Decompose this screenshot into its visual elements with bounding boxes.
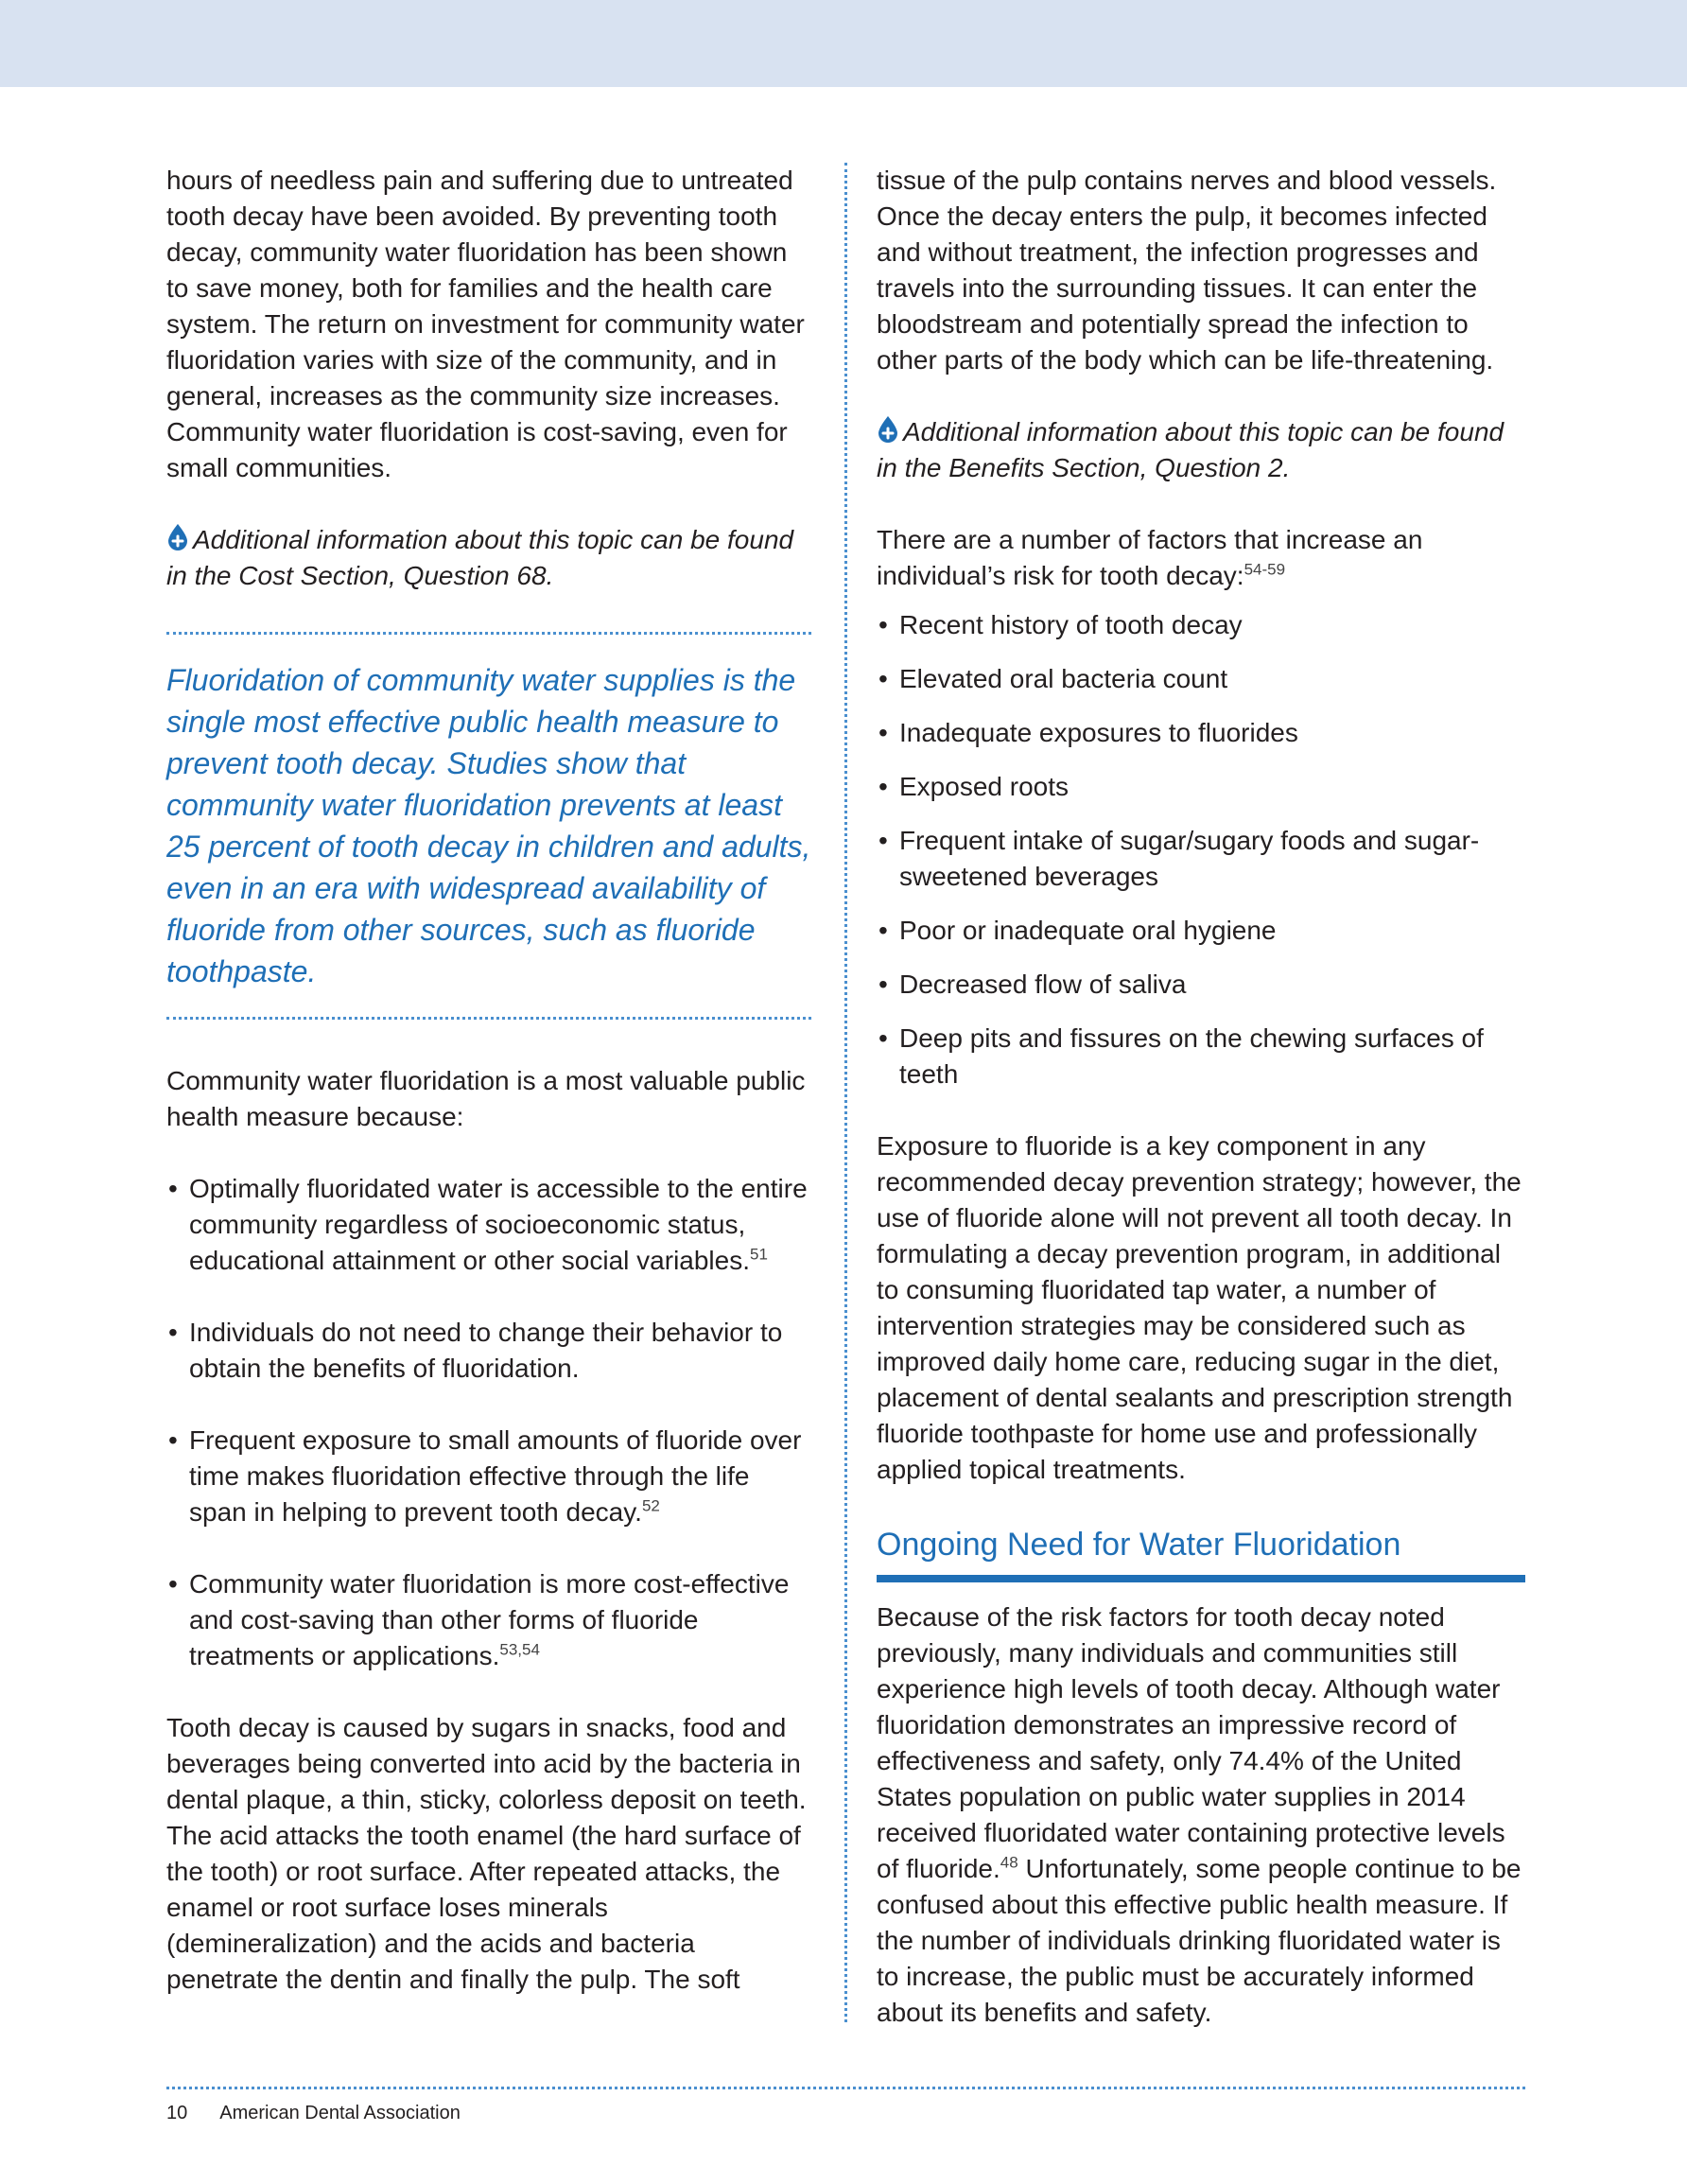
top-header-band bbox=[0, 0, 1687, 87]
list-item: • Inadequate exposures to fluorides bbox=[877, 715, 1525, 751]
list-item: • Poor or inadequate oral hygiene bbox=[877, 913, 1525, 949]
body-paragraph: There are a number of factors that increase an individual’s risk for tooth decay:$^{54-59}$ bbox=[877, 525, 1423, 590]
publisher-name: American Dental Association bbox=[219, 2103, 461, 2123]
list-item: • Deep pits and fissures on the chewing surfaces of teeth bbox=[877, 1021, 1525, 1092]
list-item: • Recent history of tooth decay bbox=[877, 607, 1525, 643]
pull-quote bbox=[166, 632, 811, 1020]
body-paragraph: Community water fluoridation is a most valuable public health measure because: bbox=[166, 1066, 806, 1131]
right-column bbox=[877, 163, 1525, 2031]
additional-info-note bbox=[877, 414, 1525, 486]
benefits-list bbox=[166, 1171, 811, 1674]
footnote-ref: 51 bbox=[750, 1245, 768, 1264]
info-drop-icon bbox=[166, 523, 189, 551]
list-item: • Frequent exposure to small amounts of fluoride over time makes fluoridation effective through the life span in helping to prevent tooth decay.$^{52}$ bbox=[166, 1423, 811, 1530]
body-paragraph: hours of needless pain and suffering due to untreated tooth decay have been avoided. By preventing tooth decay, community water fluoridation has been shown to save money, both for families and the health care system. The return on investment for community water fluoridation varies with size of the community, and in general, increases as the community size increases. Community water fluoridation is cost-saving, even for small communities. bbox=[166, 166, 805, 482]
footnote-ref: 54-59 bbox=[1244, 560, 1286, 579]
page-number: 10 bbox=[166, 2103, 188, 2123]
page-footer bbox=[166, 2100, 461, 2126]
footer-divider bbox=[166, 2087, 1525, 2089]
left-column bbox=[166, 163, 811, 1998]
body-paragraph: Because of the risk factors for tooth decay noted previously, many individuals and communities still experience high levels of tooth decay. Although water fluoridation demonstrates an impressive record of effectiveness and safety, only 74.4% of the United States population on public water supplies in 2014 received fluoridated water containing protective levels of fluoride.$^{48}$ Unfortunately, some people continue to be confused about this effective public health measure. If the number of individuals drinking fluoridated water is to increase, the public must be accurately informed about its benefits and safety. bbox=[877, 1602, 1522, 2027]
note-text: Additional information about this topic can be found in the Cost Section, Question 68. bbox=[166, 525, 794, 590]
body-paragraph: Exposure to fluoride is a key component in any recommended decay prevention strategy; however, the use of fluoride alone will not prevent all tooth decay. In formulating a decay prevention program, in additional to consuming fluoridated tap water, a number of intervention strategies may be considered such as improved daily home care, reducing sugar in the diet, placement of dental sealants and prescription strength fluoride toothpaste for home use and professionally applied topical treatments. bbox=[877, 1131, 1522, 1484]
footnote-ref: 53,54 bbox=[499, 1640, 540, 1659]
list-item: • Community water fluoridation is more cost-effective and cost-saving than other forms of fluoride treatments or applications.$^{53,54}$ bbox=[166, 1566, 811, 1674]
additional-info-note bbox=[166, 522, 811, 594]
footnote-ref: 52 bbox=[641, 1496, 660, 1515]
list-item: • Elevated oral bacteria count bbox=[877, 661, 1525, 697]
body-paragraph: Tooth decay is caused by sugars in snacks, food and beverages being converted into acid by the bacteria in dental plaque, a thin, sticky, colorless deposit on teeth. The acid attacks the tooth enamel (the hard surface of the tooth) or root surface. After repeated attacks, the enamel or root surface loses minerals (demineralization) and the acids and bacteria penetrate the dentin and finally the pulp. The soft bbox=[166, 1713, 807, 1994]
note-text: Additional information about this topic can be found in the Benefits Section, Question 2. bbox=[877, 417, 1504, 482]
list-item: • Exposed roots bbox=[877, 769, 1525, 805]
risk-factors-list bbox=[877, 607, 1525, 1092]
footnote-ref: 48 bbox=[1000, 1853, 1018, 1872]
list-item: • Decreased flow of saliva bbox=[877, 967, 1525, 1003]
list-item: • Optimally fluoridated water is accessible to the entire community regardless of socioeconomic status, educational attainment or other social variables.$^{51}$ bbox=[166, 1171, 811, 1279]
section-heading: Ongoing Need for Water Fluoridation bbox=[877, 1524, 1525, 1582]
info-drop-icon bbox=[877, 415, 899, 444]
list-item: • Individuals do not need to change their behavior to obtain the benefits of fluoridation. bbox=[166, 1315, 811, 1387]
body-paragraph: tissue of the pulp contains nerves and blood vessels. Once the decay enters the pulp, it becomes infected and without treatment, the infection progresses and travels into the surrounding tissues. It can enter the bloodstream and potentially spread the infection to other parts of the body which can be life-threatening. bbox=[877, 166, 1497, 375]
pull-quote-text: Fluoridation of community water supplies is the single most effective public health measure to prevent tooth decay. Studies show that community water fluoridation prevents at least 25 percent of tooth decay in children and adults, even in an era with widespread availability of fluoride from other sources, such as fluoride toothpaste. bbox=[166, 663, 811, 988]
list-item: • Frequent intake of sugar/sugary foods and sugar-sweetened beverages bbox=[877, 823, 1525, 895]
column-divider bbox=[844, 163, 847, 2022]
